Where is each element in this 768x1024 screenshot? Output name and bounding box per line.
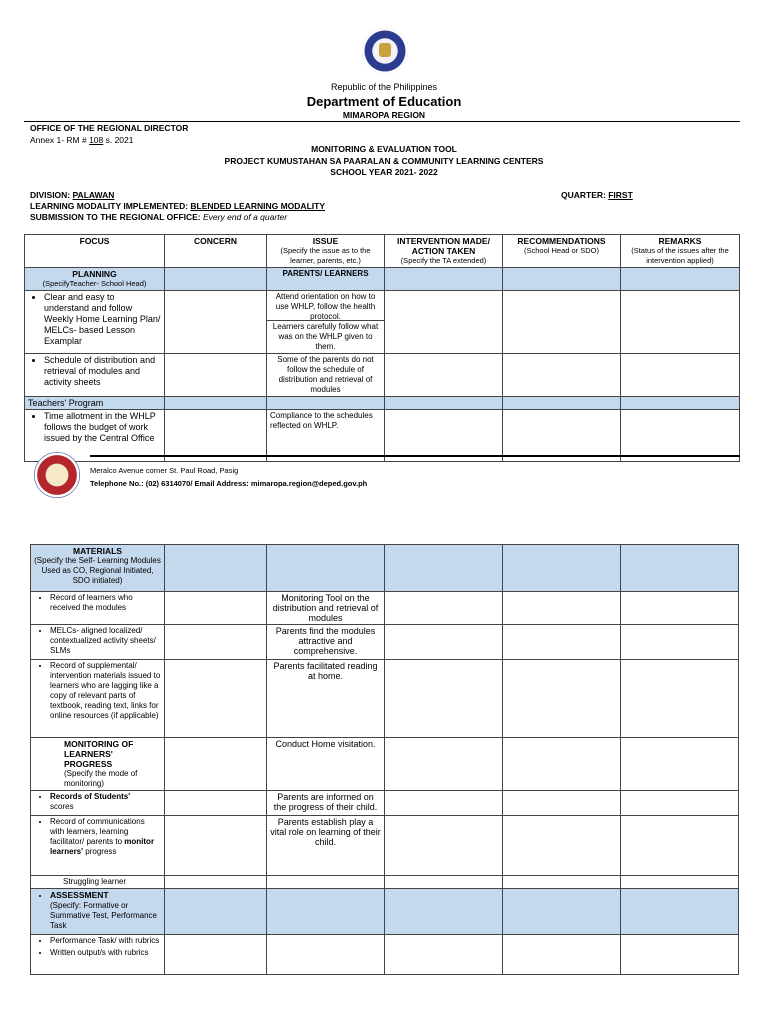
cell [385, 889, 503, 935]
focus-cell [31, 935, 165, 975]
cell [503, 592, 621, 625]
cell [385, 816, 503, 876]
cell [267, 545, 385, 592]
header-row [25, 235, 740, 268]
planning-row [25, 268, 740, 291]
annex-label: Annex 1- RM # 108 s. 2021 [30, 135, 134, 145]
cell [503, 268, 621, 291]
footer-address: Meralco Avenue corner St. Paul Road, Pasig [90, 466, 239, 475]
cell [503, 625, 621, 660]
monitoring-row [31, 738, 739, 791]
cell [621, 291, 740, 354]
issue-cell [267, 291, 385, 354]
focus-cell [31, 592, 165, 625]
cell [621, 935, 739, 975]
cell [621, 625, 739, 660]
quarter-field: QUARTER: FIRST [561, 190, 633, 200]
list-item: • Records of Students' scores [50, 792, 161, 812]
monitoring-cell: MONITORING OF LEARNERS' PROGRESS (Specify the mode of monitoring) [31, 738, 165, 791]
materials-row [31, 545, 739, 592]
cell [165, 876, 267, 889]
cell [165, 625, 267, 660]
list-item: • Performance Task/ with rubrics [50, 936, 161, 946]
table-row [31, 816, 739, 876]
cell [621, 738, 739, 791]
focus-cell [25, 354, 165, 397]
cell [165, 545, 267, 592]
deped-regional-seal [34, 452, 80, 498]
cell [503, 291, 621, 354]
monitoring-table-page1 [24, 234, 740, 462]
cell [503, 935, 621, 975]
cell [385, 738, 503, 791]
cell [385, 410, 503, 462]
cell [621, 397, 740, 410]
table-row [31, 592, 739, 625]
cell [267, 889, 385, 935]
cell [165, 268, 267, 291]
focus-cell [31, 791, 165, 816]
cell [385, 876, 503, 889]
issue-cell: Monitoring Tool on the distribution and retrieval of modules [267, 592, 385, 625]
list-item: • MELCs- aligned localized/ contextualized activity sheets/ SLMs [50, 626, 161, 656]
footer-rule [90, 455, 740, 457]
deped-seal [362, 28, 408, 74]
cell [385, 935, 503, 975]
cell [503, 397, 621, 410]
list-item: • Written output/s with rubrics [50, 948, 161, 958]
cell [503, 791, 621, 816]
issue-header: ISSUE (Specify the issue as to the learner, parents, etc.) [267, 235, 385, 268]
table-row [25, 410, 740, 462]
cell [165, 660, 267, 738]
cell [165, 291, 267, 354]
parents-learners-cell: PARENTS/ LEARNERS [267, 268, 385, 291]
cell [621, 268, 740, 291]
cell [385, 545, 503, 592]
recommendations-header: RECOMMENDATIONS (School Head or SDO) [503, 235, 621, 268]
cell [621, 410, 740, 462]
division-field: DIVISION: PALAWAN [30, 190, 115, 200]
concern-header: CONCERN [165, 235, 267, 268]
issue-text: Attend orientation on how to use WHLP, follow the health protocol. [267, 291, 384, 321]
cell [385, 354, 503, 397]
cell [621, 816, 739, 876]
focus-cell [31, 816, 165, 876]
table-row [31, 876, 739, 889]
tool-title: MONITORING & EVALUATION TOOL [311, 144, 457, 154]
office-label: OFFICE OF THE REGIONAL DIRECTOR [30, 123, 189, 133]
footer-contact: Telephone No.: (02) 6314070/ Email Address: mimaropa.region@deped.gov.ph [90, 479, 368, 488]
cell [165, 889, 267, 935]
cell [385, 291, 503, 354]
cell [385, 268, 503, 291]
region-label: MIMAROPA REGION [342, 110, 426, 120]
submission-field: SUBMISSION TO THE REGIONAL OFFICE: Every end of a quarter [30, 212, 288, 222]
list-item: • Clear and easy to understand and follow Weekly Home Learning Plan/ MELCs- based Lesson Examplar [44, 292, 161, 347]
cell [385, 625, 503, 660]
cell [503, 816, 621, 876]
focus-cell [31, 660, 165, 738]
cell [621, 660, 739, 738]
intervention-header: INTERVENTION MADE/ ACTION TAKEN (Specify the TA extended) [385, 235, 503, 268]
table-row [31, 660, 739, 738]
cell [503, 660, 621, 738]
planning-cell: PLANNING (SpecifyTeacher- School Head) [25, 268, 165, 291]
issue-cell: Parents establish play a vital role on learning of their child. [267, 816, 385, 876]
header-rule [24, 121, 740, 122]
cell [503, 410, 621, 462]
cell [621, 545, 739, 592]
cell [503, 889, 621, 935]
table-row [31, 625, 739, 660]
list-item: • Record of learners who received the modules [50, 593, 161, 613]
cell [267, 397, 385, 410]
cell [621, 354, 740, 397]
cell [385, 592, 503, 625]
issue-text: Learners carefully follow what was on the WHLP given to them. [272, 322, 379, 351]
issue-cell: Parents find the modules attractive and comprehensive. [267, 625, 385, 660]
project-title: PROJECT KUMUSTAHAN SA PAARALAN & COMMUNITY LEARNING CENTERS [224, 156, 544, 166]
school-year: SCHOOL YEAR 2021- 2022 [330, 167, 438, 177]
assessment-row [31, 889, 739, 935]
issue-cell: Conduct Home visitation. [267, 738, 385, 791]
cell [621, 889, 739, 935]
remarks-header: REMARKS (Status of the issues after the intervention applied) [621, 235, 740, 268]
issue-cell: Parents facilitated reading at home. [267, 660, 385, 738]
issue-cell: Parents are informed on the progress of their child. [267, 791, 385, 816]
cell [385, 791, 503, 816]
list-item: • Time allotment in the WHLP follows the budget of work issued by the Central Office [44, 411, 161, 444]
table-row [31, 935, 739, 975]
department-title: Department of Education [306, 94, 462, 109]
cell [165, 410, 267, 462]
republic-label: Republic of the Philippines [330, 82, 438, 92]
cell [385, 660, 503, 738]
cell [267, 935, 385, 975]
cell [385, 397, 503, 410]
table-row [31, 791, 739, 816]
cell [503, 876, 621, 889]
cell [165, 592, 267, 625]
list-item: • Schedule of distribution and retrieval of modules and activity sheets [44, 355, 161, 388]
cell [503, 545, 621, 592]
cell [165, 816, 267, 876]
assessment-cell [31, 889, 165, 935]
focus-cell [25, 291, 165, 354]
monitoring-table-page2 [30, 544, 739, 975]
list-item: • ASSESSMENT (Specify: Formative or Summative Test, Performance Task [50, 890, 161, 931]
cell [165, 397, 267, 410]
struggling-cell: Struggling learner [31, 876, 165, 889]
teachers-program-row [25, 397, 740, 410]
teachers-program-cell: Teachers' Program [25, 397, 165, 410]
issue-cell: Compliance to the schedules reflected on WHLP. [267, 410, 385, 462]
focus-header: FOCUS [25, 235, 165, 268]
cell [621, 592, 739, 625]
focus-cell [31, 625, 165, 660]
materials-cell: MATERIALS (Specify the Self- Learning Modules Used as CO, Regional Initiated, SDO initiated) [31, 545, 165, 592]
cell [165, 935, 267, 975]
table-row [25, 291, 740, 354]
cell [503, 738, 621, 791]
cell [267, 876, 385, 889]
cell [621, 791, 739, 816]
table-row [25, 354, 740, 397]
cell [165, 354, 267, 397]
cell [165, 791, 267, 816]
list-item: • Record of communications with learners, learning facilitator/ parents to monitor learners' progress [50, 817, 161, 857]
cell [503, 354, 621, 397]
cell [165, 738, 267, 791]
issue-cell: Some of the parents do not follow the schedule of distribution and retrieval of modules [267, 354, 385, 397]
modality-field: LEARNING MODALITY IMPLEMENTED: BLENDED LEARNING MODALITY [30, 201, 325, 211]
cell [621, 876, 739, 889]
list-item: • Record of supplemental/ intervention materials issued to learners who are lagging like a copy of relevant parts of textbook, reading text, links for online resources (if applicable) [50, 661, 161, 721]
